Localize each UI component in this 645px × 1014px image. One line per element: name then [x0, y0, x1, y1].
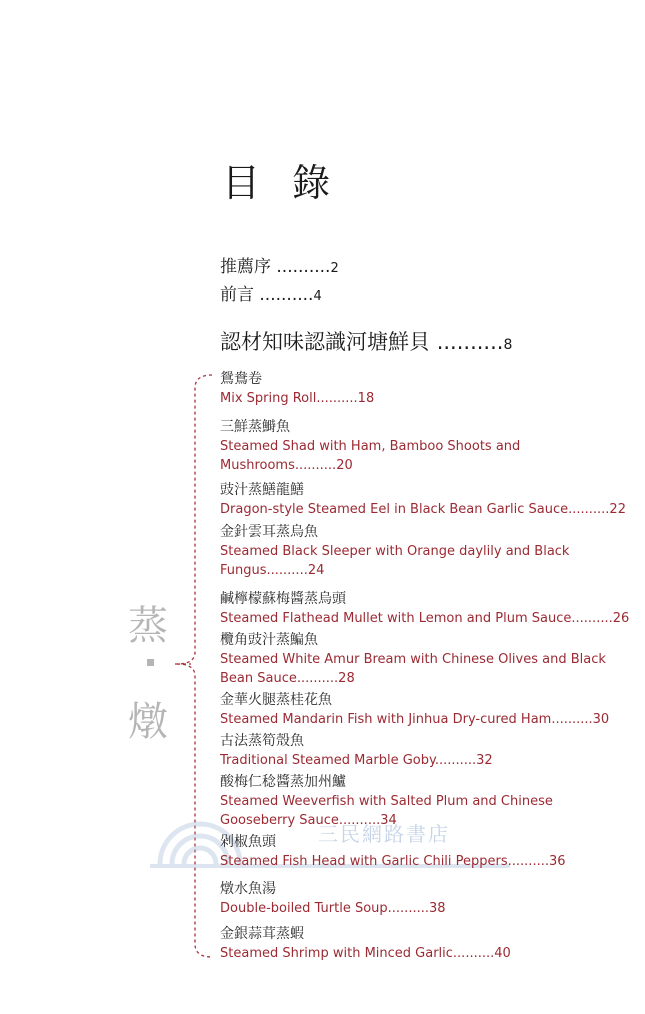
entry-title-zh: 三鮮蒸鰣魚	[220, 419, 290, 435]
toc-entry[interactable]	[220, 370, 630, 408]
entry-title-zh: 鹹檸檬蘇梅醬蒸烏頭	[220, 591, 346, 607]
entry-title-en: Steamed Black Sleeper with Orange daylily and Black Fungus..........24	[220, 544, 570, 578]
front-matter-item[interactable]	[220, 282, 339, 310]
toc-entries	[220, 370, 630, 963]
section-dots: ..........	[436, 330, 504, 354]
entry-title-zh: 酸梅仁稔醬蒸加州鱸	[220, 774, 346, 790]
front-item-dots: ..........	[276, 257, 331, 277]
side-label-stew: 燉	[128, 699, 168, 745]
page-title: 目 錄	[222, 161, 341, 205]
toc-entry[interactable]	[220, 732, 630, 770]
section-heading[interactable]	[220, 326, 512, 356]
toc-entry[interactable]	[220, 523, 630, 580]
toc-entry[interactable]	[220, 481, 630, 519]
entry-title-en: Traditional Steamed Marble Goby..........32	[220, 753, 493, 768]
entry-title-zh: 豉汁蒸鱔龍鱔	[220, 482, 304, 498]
entry-title-en: Steamed Shad with Ham, Bamboo Shoots and Mushrooms..........20	[220, 439, 521, 473]
entry-title-zh: 剁椒魚頭	[220, 834, 276, 850]
toc-entry[interactable]	[220, 880, 630, 918]
entry-title-en: Dragon-style Steamed Eel in Black Bean Garlic Sauce..........22	[220, 502, 626, 517]
entry-title-en: Steamed Mandarin Fish with Jinhua Dry-cured Ham..........30	[220, 712, 610, 727]
section-label: 認材知味認識河塘鮮貝	[220, 330, 430, 354]
front-item-page: 4	[313, 289, 322, 304]
entry-title-zh: 金華火腿蒸桂花魚	[220, 692, 332, 708]
entry-title-zh: 金銀蒜茸蒸蝦	[220, 926, 304, 942]
toc-entry[interactable]	[220, 418, 630, 475]
front-item-label: 推薦序	[220, 257, 271, 277]
front-item-label: 前言	[220, 285, 254, 305]
toc-entry[interactable]	[220, 691, 630, 729]
toc-entry[interactable]	[220, 631, 630, 688]
front-item-dots: ..........	[259, 285, 314, 305]
entry-title-zh: 燉水魚湯	[220, 881, 276, 897]
entry-title-en: Steamed Fish Head with Garlic Chili Peppers..........36	[220, 854, 566, 869]
toc-entry[interactable]	[220, 590, 630, 628]
entry-title-zh: 古法蒸筍殼魚	[220, 733, 304, 749]
side-label-steam: 蒸	[128, 603, 168, 649]
watermark-text: 三民網路書店	[318, 822, 450, 846]
front-matter	[220, 254, 339, 310]
entry-title-en: Mix Spring Roll..........18	[220, 391, 375, 406]
toc-entry[interactable]	[220, 925, 630, 963]
entry-title-zh: 欖角豉汁蒸鯿魚	[220, 632, 318, 648]
entry-title-zh: 金針雲耳蒸烏魚	[220, 524, 318, 540]
entry-title-en: Steamed Flathead Mullet with Lemon and Plum Sauce..........26	[220, 611, 630, 626]
entry-title-en: Steamed Shrimp with Minced Garlic..........40	[220, 946, 511, 961]
toc-entry[interactable]	[220, 833, 630, 871]
entry-title-en: Double-boiled Turtle Soup..........38	[220, 901, 446, 916]
side-label-separator	[147, 659, 154, 666]
section-page: 8	[503, 337, 513, 353]
front-matter-item[interactable]	[220, 254, 339, 282]
front-item-page: 2	[330, 261, 339, 276]
entry-title-en: Steamed Weeverfish with Salted Plum and Chinese Gooseberry Sauce..........34	[220, 794, 553, 828]
entry-title-zh: 鴛鴦卷	[220, 371, 262, 387]
toc-entry[interactable]	[220, 773, 630, 830]
entry-title-en: Steamed White Amur Bream with Chinese Olives and Black Bean Sauce..........28	[220, 652, 606, 686]
